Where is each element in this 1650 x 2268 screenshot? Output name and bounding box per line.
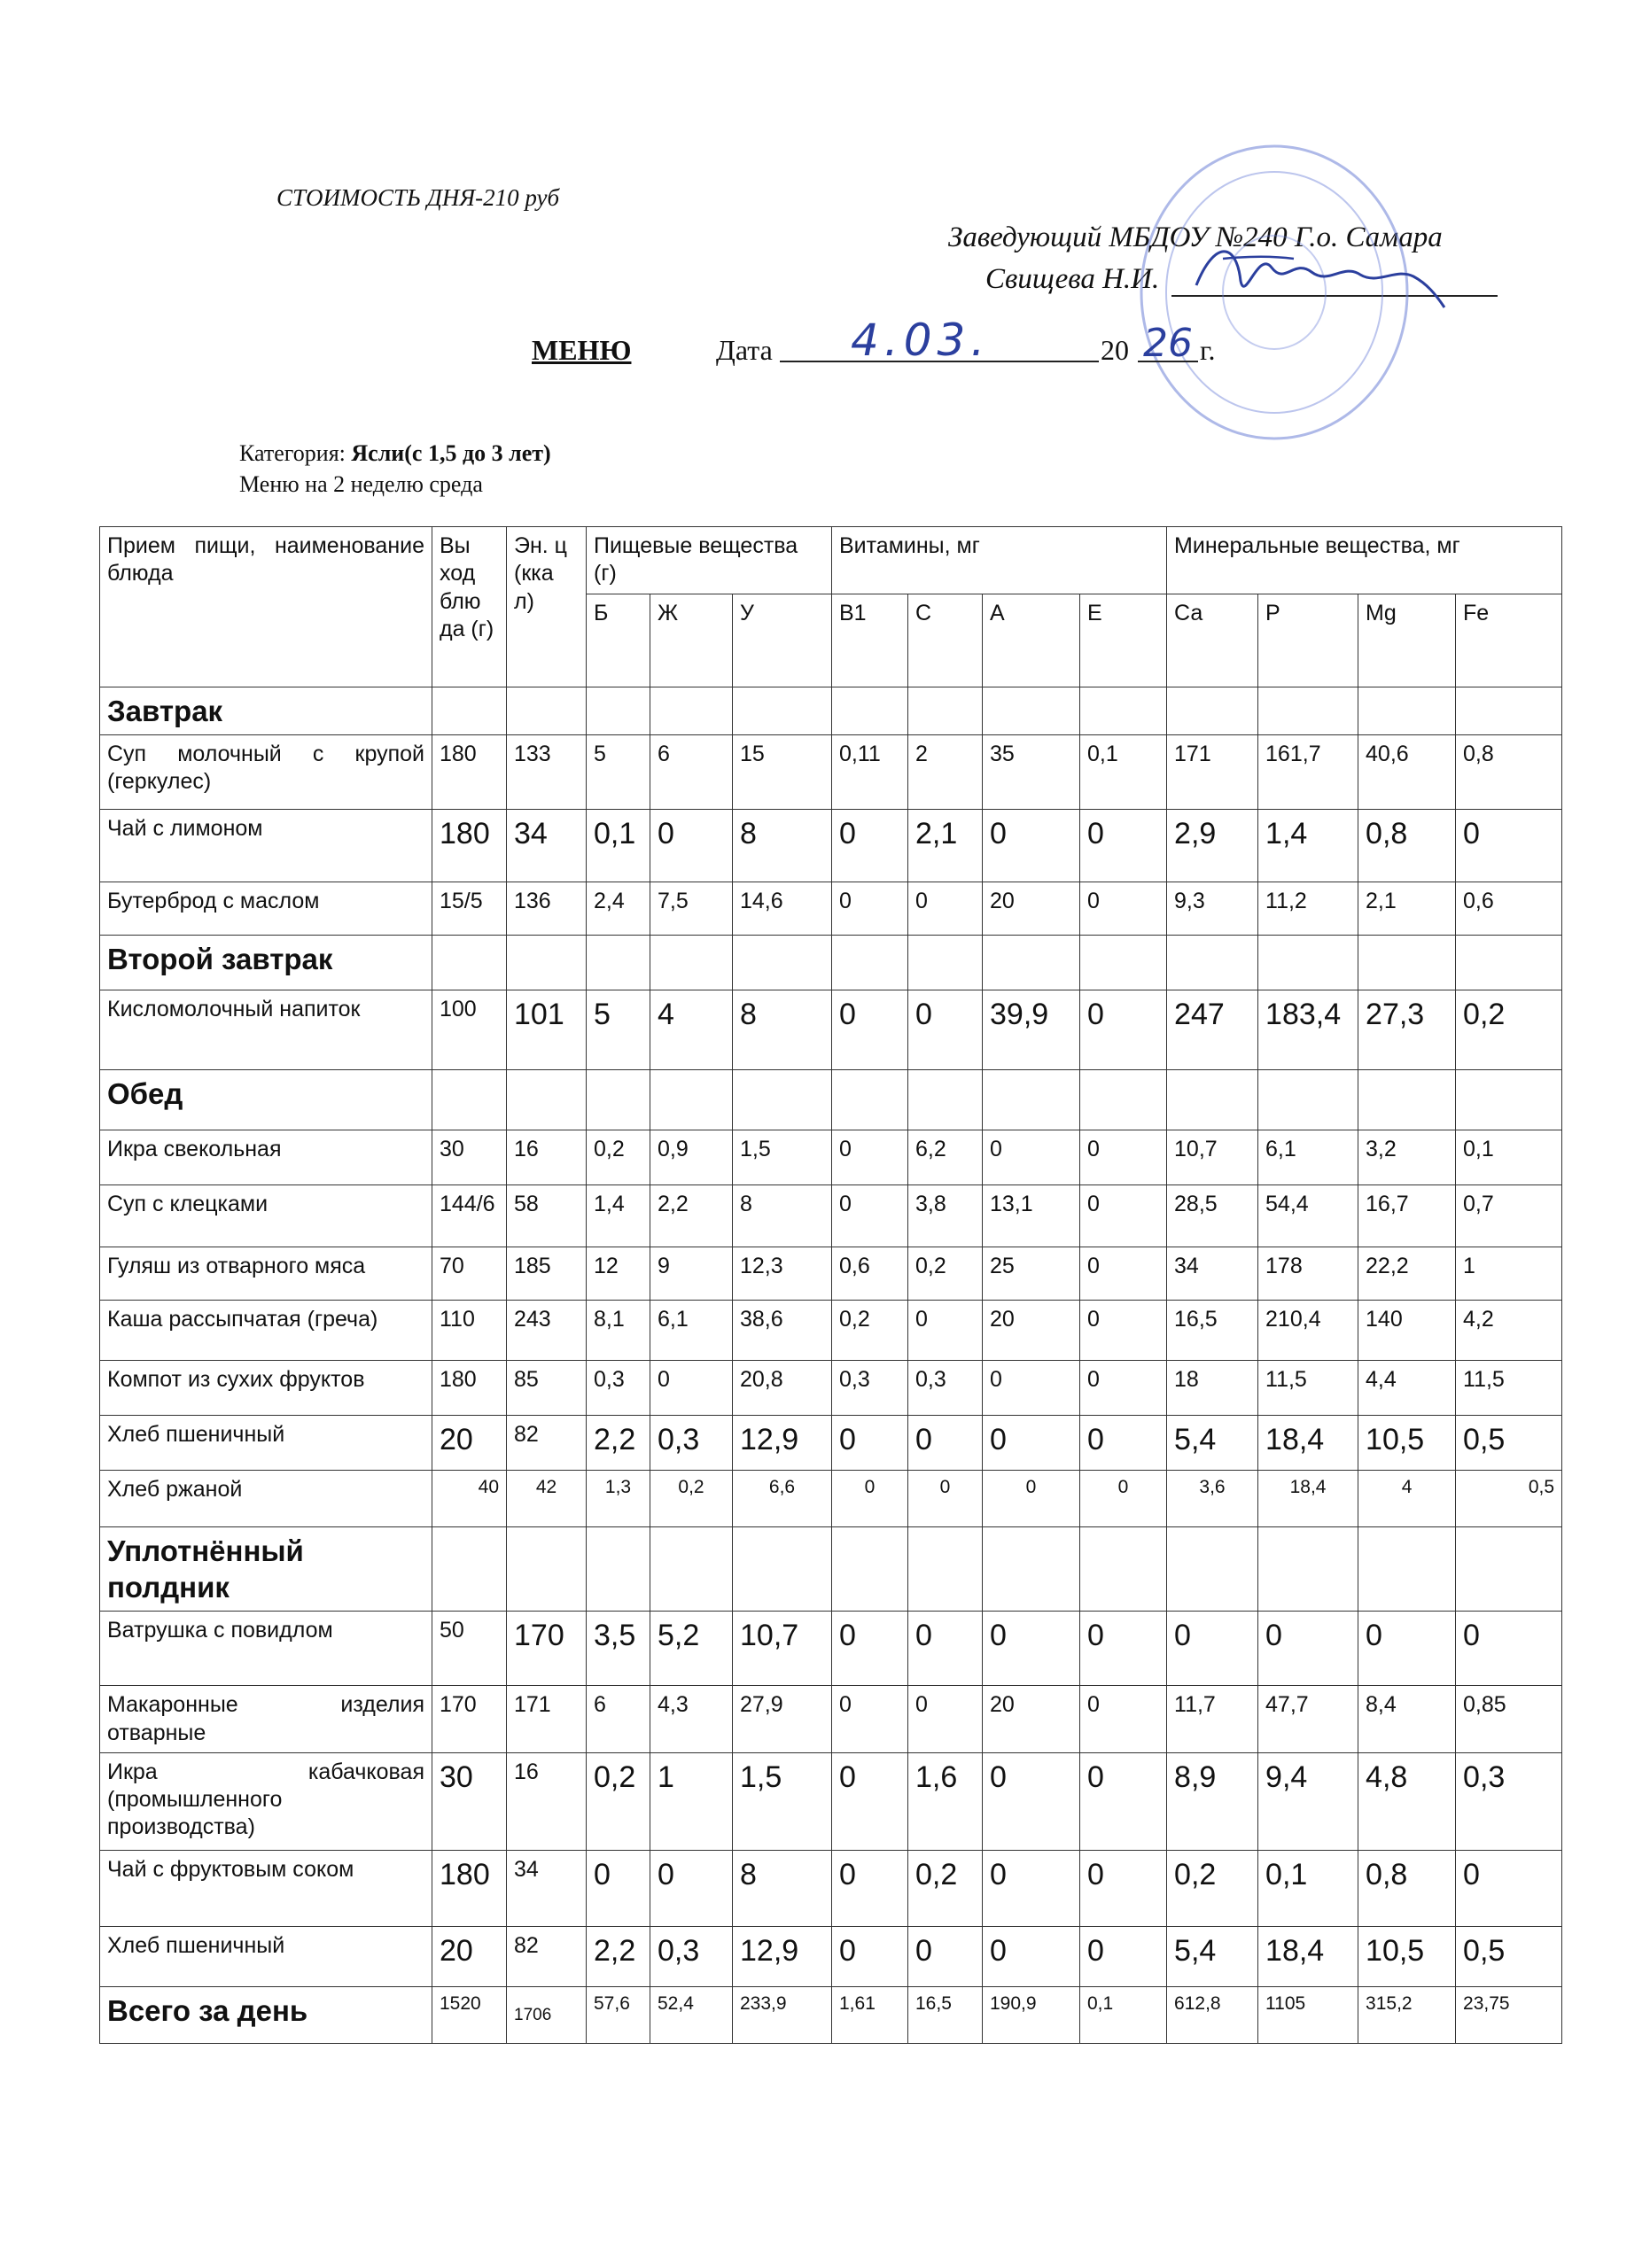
date-label: Дата bbox=[716, 334, 773, 366]
value-cell: 16,7 bbox=[1358, 1184, 1456, 1247]
total-value: 0,1 bbox=[1080, 1986, 1167, 2043]
value-cell: 2,2 bbox=[650, 1184, 733, 1247]
table-row bbox=[100, 1130, 1562, 1184]
header-energy: Эн. ц (кка л) bbox=[507, 527, 587, 687]
value-cell: 7,5 bbox=[650, 882, 733, 935]
yield-cell: 20 bbox=[432, 1415, 507, 1470]
energy-cell: 34 bbox=[507, 809, 587, 882]
dish-name: Суп с клецками bbox=[100, 1184, 432, 1247]
yield-cell: 180 bbox=[432, 1850, 507, 1926]
header-carbs: У bbox=[733, 594, 832, 687]
total-value: 23,75 bbox=[1456, 1986, 1562, 2043]
date-value: 4.03. bbox=[851, 315, 991, 366]
value-cell: 0 bbox=[1080, 1686, 1167, 1753]
value-cell: 0 bbox=[832, 1850, 908, 1926]
value-cell: 9,3 bbox=[1167, 882, 1258, 935]
value-cell: 11,2 bbox=[1258, 882, 1358, 935]
section-row bbox=[100, 1526, 1562, 1612]
table-row bbox=[100, 734, 1562, 809]
dish-name: Макаронные изделия отварные bbox=[100, 1686, 432, 1753]
value-cell: 0,3 bbox=[832, 1360, 908, 1415]
value-cell: 0 bbox=[983, 1752, 1080, 1850]
table-row bbox=[100, 809, 1562, 882]
value-cell: 0,2 bbox=[1456, 990, 1562, 1069]
yield-cell: 50 bbox=[432, 1612, 507, 1686]
value-cell: 6 bbox=[650, 734, 733, 809]
value-cell: 0 bbox=[650, 1850, 733, 1926]
value-cell: 39,9 bbox=[983, 990, 1080, 1069]
value-cell: 0 bbox=[1080, 1850, 1167, 1926]
director-name: Свищева Н.И. bbox=[985, 263, 1160, 295]
value-cell: 0 bbox=[832, 1415, 908, 1470]
dish-name: Чай с фруктовым соком bbox=[100, 1850, 432, 1926]
value-cell: 20 bbox=[983, 1686, 1080, 1753]
value-cell: 0 bbox=[1080, 1752, 1167, 1850]
value-cell: 0 bbox=[832, 990, 908, 1069]
table-row bbox=[100, 882, 1562, 935]
value-cell: 8 bbox=[733, 1184, 832, 1247]
table-row bbox=[100, 1850, 1562, 1926]
dish-name: Компот из сухих фруктов bbox=[100, 1360, 432, 1415]
section-second-breakfast: Второй завтрак bbox=[100, 935, 432, 990]
value-cell: 10,5 bbox=[1358, 1415, 1456, 1470]
total-value: 1105 bbox=[1258, 1986, 1358, 2043]
table-row bbox=[100, 990, 1562, 1069]
dish-name: Икра свекольная bbox=[100, 1130, 432, 1184]
total-value: 57,6 bbox=[587, 1986, 650, 2043]
value-cell: 171 bbox=[1167, 734, 1258, 809]
value-cell: 3,8 bbox=[908, 1184, 983, 1247]
total-value: 315,2 bbox=[1358, 1986, 1456, 2043]
total-energy-cell bbox=[507, 1986, 587, 2043]
section-row bbox=[100, 1069, 1562, 1130]
value-cell: 0 bbox=[983, 1360, 1080, 1415]
value-cell: 11,5 bbox=[1456, 1360, 1562, 1415]
value-cell: 0,1 bbox=[1258, 1850, 1358, 1926]
table-row bbox=[100, 1300, 1562, 1360]
value-cell: 2,9 bbox=[1167, 809, 1258, 882]
section-lunch: Обед bbox=[100, 1069, 432, 1130]
value-cell: 0 bbox=[650, 1360, 733, 1415]
dish-name: Хлеб ржаной bbox=[100, 1470, 432, 1526]
energy-cell: 136 bbox=[507, 882, 587, 935]
table-row bbox=[100, 1360, 1562, 1415]
value-cell: 0 bbox=[908, 990, 983, 1069]
value-cell: 0 bbox=[1080, 1360, 1167, 1415]
value-cell: 5,4 bbox=[1167, 1415, 1258, 1470]
value-cell: 0,2 bbox=[908, 1850, 983, 1926]
value-cell: 18,4 bbox=[1258, 1470, 1358, 1526]
yield-cell: 70 bbox=[432, 1247, 507, 1300]
value-cell: 2,4 bbox=[587, 882, 650, 935]
energy-cell: 82 bbox=[507, 1415, 587, 1470]
value-cell: 0,1 bbox=[1456, 1130, 1562, 1184]
value-cell: 14,6 bbox=[733, 882, 832, 935]
value-cell: 0,8 bbox=[1456, 734, 1562, 809]
value-cell: 1 bbox=[650, 1752, 733, 1850]
value-cell: 10,7 bbox=[1167, 1130, 1258, 1184]
value-cell: 0 bbox=[1080, 990, 1167, 1069]
total-energy: 1706 bbox=[514, 2005, 552, 2024]
value-cell: 1,5 bbox=[733, 1752, 832, 1850]
value-cell: 12,9 bbox=[733, 1415, 832, 1470]
value-cell: 20 bbox=[983, 882, 1080, 935]
value-cell: 6,2 bbox=[908, 1130, 983, 1184]
value-cell: 0,1 bbox=[1080, 734, 1167, 809]
value-cell: 0 bbox=[1456, 1850, 1562, 1926]
header-c: С bbox=[908, 594, 983, 687]
energy-cell: 34 bbox=[507, 1850, 587, 1926]
section-row bbox=[100, 687, 1562, 734]
value-cell: 12,3 bbox=[733, 1247, 832, 1300]
yield-cell: 100 bbox=[432, 990, 507, 1069]
table-row bbox=[100, 1752, 1562, 1850]
dish-name: Ватрушка с повидлом bbox=[100, 1612, 432, 1686]
value-cell: 8 bbox=[733, 990, 832, 1069]
value-cell: 0 bbox=[832, 1686, 908, 1753]
value-cell: 8 bbox=[733, 1850, 832, 1926]
value-cell: 0 bbox=[1456, 809, 1562, 882]
category-value: Ясли(с 1,5 до 3 лет) bbox=[351, 440, 551, 466]
value-cell: 0,2 bbox=[832, 1300, 908, 1360]
energy-cell: 16 bbox=[507, 1130, 587, 1184]
value-cell: 4,8 bbox=[1358, 1752, 1456, 1850]
value-cell: 0 bbox=[1080, 1470, 1167, 1526]
value-cell: 0 bbox=[832, 809, 908, 882]
value-cell: 27,3 bbox=[1358, 990, 1456, 1069]
value-cell: 1,6 bbox=[908, 1752, 983, 1850]
table-row bbox=[100, 1686, 1562, 1753]
value-cell: 12,9 bbox=[733, 1926, 832, 1986]
value-cell: 5 bbox=[587, 990, 650, 1069]
table-row bbox=[100, 1247, 1562, 1300]
value-cell: 0 bbox=[1080, 1926, 1167, 1986]
signature bbox=[1187, 232, 1453, 312]
value-cell: 0 bbox=[650, 809, 733, 882]
value-cell: 0,6 bbox=[832, 1247, 908, 1300]
total-label: Всего за день bbox=[100, 1986, 432, 2043]
year-suffix: г. bbox=[1200, 334, 1216, 366]
value-cell: 2,2 bbox=[587, 1415, 650, 1470]
dish-name: Каша рассыпчатая (греча) bbox=[100, 1300, 432, 1360]
value-cell: 6,6 bbox=[733, 1470, 832, 1526]
value-cell: 0 bbox=[908, 882, 983, 935]
value-cell: 18,4 bbox=[1258, 1415, 1358, 1470]
value-cell: 1,4 bbox=[587, 1184, 650, 1247]
value-cell: 0,3 bbox=[1456, 1752, 1562, 1850]
value-cell: 4,3 bbox=[650, 1686, 733, 1753]
dish-name: Суп молочный с крупой (геркулес) bbox=[100, 734, 432, 809]
value-cell: 1,4 bbox=[1258, 809, 1358, 882]
value-cell: 16,5 bbox=[1167, 1300, 1258, 1360]
energy-cell: 82 bbox=[507, 1926, 587, 1986]
value-cell: 18 bbox=[1167, 1360, 1258, 1415]
header-mg: Mg bbox=[1358, 594, 1456, 687]
energy-cell: 16 bbox=[507, 1752, 587, 1850]
value-cell: 2 bbox=[908, 734, 983, 809]
value-cell: 4 bbox=[650, 990, 733, 1069]
yield-cell: 40 bbox=[432, 1470, 507, 1526]
header-fe: Fe bbox=[1456, 594, 1562, 687]
yield-cell: 180 bbox=[432, 809, 507, 882]
value-cell: 0,3 bbox=[587, 1360, 650, 1415]
value-cell: 0 bbox=[908, 1926, 983, 1986]
menu-table bbox=[99, 526, 1562, 2044]
dish-name: Гуляш из отварного мяса bbox=[100, 1247, 432, 1300]
header-protein: Б bbox=[587, 594, 650, 687]
value-cell: 0 bbox=[983, 1612, 1080, 1686]
dish-name: Бутерброд с маслом bbox=[100, 882, 432, 935]
dish-name: Хлеб пшеничный bbox=[100, 1415, 432, 1470]
value-cell: 0 bbox=[908, 1686, 983, 1753]
value-cell: 40,6 bbox=[1358, 734, 1456, 809]
value-cell: 4 bbox=[1358, 1470, 1456, 1526]
value-cell: 4,2 bbox=[1456, 1300, 1562, 1360]
value-cell: 0 bbox=[1080, 809, 1167, 882]
section-breakfast: Завтрак bbox=[100, 687, 432, 734]
value-cell: 0 bbox=[832, 1612, 908, 1686]
day-cost: СТОИМОСТЬ ДНЯ-210 руб bbox=[276, 184, 560, 211]
yield-cell: 180 bbox=[432, 1360, 507, 1415]
value-cell: 2,1 bbox=[1358, 882, 1456, 935]
energy-cell: 85 bbox=[507, 1360, 587, 1415]
header-vitamins: Витамины, мг bbox=[832, 527, 1167, 594]
total-row bbox=[100, 1986, 1562, 2043]
value-cell: 0 bbox=[908, 1415, 983, 1470]
value-cell: 0 bbox=[1167, 1612, 1258, 1686]
value-cell: 35 bbox=[983, 734, 1080, 809]
value-cell: 140 bbox=[1358, 1300, 1456, 1360]
value-cell: 0,8 bbox=[1358, 809, 1456, 882]
value-cell: 0,9 bbox=[650, 1130, 733, 1184]
value-cell: 0,3 bbox=[908, 1360, 983, 1415]
value-cell: 0 bbox=[983, 1130, 1080, 1184]
value-cell: 0 bbox=[983, 809, 1080, 882]
value-cell: 0,5 bbox=[1456, 1926, 1562, 1986]
value-cell: 10,7 bbox=[733, 1612, 832, 1686]
total-value: 612,8 bbox=[1167, 1986, 1258, 2043]
value-cell: 0 bbox=[1080, 1300, 1167, 1360]
value-cell: 9 bbox=[650, 1247, 733, 1300]
energy-cell: 185 bbox=[507, 1247, 587, 1300]
value-cell: 0,5 bbox=[1456, 1470, 1562, 1526]
energy-cell: 171 bbox=[507, 1686, 587, 1753]
yield-cell: 15/5 bbox=[432, 882, 507, 935]
table-row bbox=[100, 1612, 1562, 1686]
value-cell: 161,7 bbox=[1258, 734, 1358, 809]
value-cell: 0,2 bbox=[650, 1470, 733, 1526]
menu-title: МЕНЮ bbox=[532, 334, 632, 366]
total-value: 233,9 bbox=[733, 1986, 832, 2043]
value-cell: 25 bbox=[983, 1247, 1080, 1300]
dish-name: Чай с лимоном bbox=[100, 809, 432, 882]
value-cell: 54,4 bbox=[1258, 1184, 1358, 1247]
header-p: Р bbox=[1258, 594, 1358, 687]
value-cell: 0 bbox=[983, 1415, 1080, 1470]
value-cell: 0 bbox=[1258, 1612, 1358, 1686]
value-cell: 22,2 bbox=[1358, 1247, 1456, 1300]
value-cell: 8,9 bbox=[1167, 1752, 1258, 1850]
value-cell: 0 bbox=[983, 1850, 1080, 1926]
total-value: 190,9 bbox=[983, 1986, 1080, 2043]
section-row bbox=[100, 935, 1562, 990]
value-cell: 47,7 bbox=[1258, 1686, 1358, 1753]
table-row bbox=[100, 1470, 1562, 1526]
value-cell: 20 bbox=[983, 1300, 1080, 1360]
energy-cell: 101 bbox=[507, 990, 587, 1069]
value-cell: 1,3 bbox=[587, 1470, 650, 1526]
value-cell: 210,4 bbox=[1258, 1300, 1358, 1360]
value-cell: 0,7 bbox=[1456, 1184, 1562, 1247]
value-cell: 0,8 bbox=[1358, 1850, 1456, 1926]
total-yield: 1520 bbox=[432, 1986, 507, 2043]
value-cell: 12 bbox=[587, 1247, 650, 1300]
value-cell: 0 bbox=[832, 1130, 908, 1184]
yield-cell: 30 bbox=[432, 1752, 507, 1850]
value-cell: 0,85 bbox=[1456, 1686, 1562, 1753]
total-value: 16,5 bbox=[908, 1986, 983, 2043]
value-cell: 0 bbox=[1080, 882, 1167, 935]
dish-name: Кисломолочный напиток bbox=[100, 990, 432, 1069]
value-cell: 34 bbox=[1167, 1247, 1258, 1300]
value-cell: 1 bbox=[1456, 1247, 1562, 1300]
value-cell: 0,5 bbox=[1456, 1415, 1562, 1470]
value-cell: 0 bbox=[832, 882, 908, 935]
value-cell: 0,3 bbox=[650, 1415, 733, 1470]
yield-cell: 20 bbox=[432, 1926, 507, 1986]
value-cell: 0 bbox=[587, 1850, 650, 1926]
value-cell: 6,1 bbox=[1258, 1130, 1358, 1184]
value-cell: 28,5 bbox=[1167, 1184, 1258, 1247]
energy-cell: 170 bbox=[507, 1612, 587, 1686]
value-cell: 2,1 bbox=[908, 809, 983, 882]
value-cell: 0 bbox=[1080, 1184, 1167, 1247]
value-cell: 0,2 bbox=[587, 1752, 650, 1850]
category-label: Категория: bbox=[239, 440, 352, 466]
value-cell: 10,5 bbox=[1358, 1926, 1456, 1986]
value-cell: 5,2 bbox=[650, 1612, 733, 1686]
value-cell: 0 bbox=[908, 1612, 983, 1686]
value-cell: 0,2 bbox=[1167, 1850, 1258, 1926]
total-value: 52,4 bbox=[650, 1986, 733, 2043]
director-title: Заведующий МБДОУ №240 Г.о. Самара bbox=[948, 221, 1443, 253]
value-cell: 9,4 bbox=[1258, 1752, 1358, 1850]
table-row bbox=[100, 1926, 1562, 1986]
value-cell: 0,6 bbox=[1456, 882, 1562, 935]
section-snack: Уплотнённый полдник bbox=[100, 1526, 432, 1612]
total-value: 1,61 bbox=[832, 1986, 908, 2043]
value-cell: 0 bbox=[908, 1470, 983, 1526]
table-row bbox=[100, 1184, 1562, 1247]
value-cell: 0 bbox=[832, 1752, 908, 1850]
value-cell: 247 bbox=[1167, 990, 1258, 1069]
value-cell: 0 bbox=[1080, 1130, 1167, 1184]
energy-cell: 133 bbox=[507, 734, 587, 809]
value-cell: 13,1 bbox=[983, 1184, 1080, 1247]
header-yield: Вы ход блю да (г) bbox=[432, 527, 507, 687]
header-minerals: Минеральные вещества, мг bbox=[1167, 527, 1562, 594]
value-cell: 3,5 bbox=[587, 1612, 650, 1686]
value-cell: 8 bbox=[733, 809, 832, 882]
value-cell: 3,6 bbox=[1167, 1470, 1258, 1526]
dish-name: Хлеб пшеничный bbox=[100, 1926, 432, 1986]
value-cell: 183,4 bbox=[1258, 990, 1358, 1069]
value-cell: 0 bbox=[983, 1470, 1080, 1526]
table-row bbox=[100, 1415, 1562, 1470]
header-nutrients: Пищевые вещества (г) bbox=[587, 527, 832, 594]
value-cell: 5 bbox=[587, 734, 650, 809]
header-a: А bbox=[983, 594, 1080, 687]
value-cell: 11,7 bbox=[1167, 1686, 1258, 1753]
value-cell: 1,5 bbox=[733, 1130, 832, 1184]
value-cell: 18,4 bbox=[1258, 1926, 1358, 1986]
header-dish: Прием пищи, наименование блюда bbox=[100, 527, 432, 687]
value-cell: 3,2 bbox=[1358, 1130, 1456, 1184]
value-cell: 178 bbox=[1258, 1247, 1358, 1300]
value-cell: 0 bbox=[908, 1300, 983, 1360]
value-cell: 11,5 bbox=[1258, 1360, 1358, 1415]
yield-cell: 144/6 bbox=[432, 1184, 507, 1247]
value-cell: 15 bbox=[733, 734, 832, 809]
value-cell: 5,4 bbox=[1167, 1926, 1258, 1986]
value-cell: 0 bbox=[983, 1926, 1080, 1986]
week-line: Меню на 2 неделю среда bbox=[239, 471, 483, 497]
value-cell: 0 bbox=[1080, 1247, 1167, 1300]
value-cell: 8,4 bbox=[1358, 1686, 1456, 1753]
yield-cell: 180 bbox=[432, 734, 507, 809]
header-e: Е bbox=[1080, 594, 1167, 687]
value-cell: 0,2 bbox=[908, 1247, 983, 1300]
header-b1: В1 bbox=[832, 594, 908, 687]
year-value: 26 bbox=[1143, 321, 1193, 366]
value-cell: 0,3 bbox=[650, 1926, 733, 1986]
value-cell: 38,6 bbox=[733, 1300, 832, 1360]
value-cell: 0 bbox=[832, 1926, 908, 1986]
energy-cell: 58 bbox=[507, 1184, 587, 1247]
header-ca: Са bbox=[1167, 594, 1258, 687]
value-cell: 0 bbox=[832, 1184, 908, 1247]
value-cell: 6 bbox=[587, 1686, 650, 1753]
value-cell: 4,4 bbox=[1358, 1360, 1456, 1415]
value-cell: 0,1 bbox=[587, 809, 650, 882]
value-cell: 6,1 bbox=[650, 1300, 733, 1360]
yield-cell: 110 bbox=[432, 1300, 507, 1360]
value-cell: 0 bbox=[1456, 1612, 1562, 1686]
value-cell: 27,9 bbox=[733, 1686, 832, 1753]
value-cell: 0 bbox=[1080, 1415, 1167, 1470]
header-fat: Ж bbox=[650, 594, 733, 687]
category-line bbox=[239, 440, 551, 467]
energy-cell: 42 bbox=[507, 1470, 587, 1526]
value-cell: 0,11 bbox=[832, 734, 908, 809]
yield-cell: 170 bbox=[432, 1686, 507, 1753]
year-prefix: 20 bbox=[1101, 334, 1129, 366]
yield-cell: 30 bbox=[432, 1130, 507, 1184]
value-cell: 0 bbox=[1358, 1612, 1456, 1686]
value-cell: 0 bbox=[832, 1470, 908, 1526]
value-cell: 0 bbox=[1080, 1612, 1167, 1686]
value-cell: 20,8 bbox=[733, 1360, 832, 1415]
value-cell: 0,2 bbox=[587, 1130, 650, 1184]
dish-name: Икра кабачковая (промышленного производства) bbox=[100, 1752, 432, 1850]
value-cell: 2,2 bbox=[587, 1926, 650, 1986]
energy-cell: 243 bbox=[507, 1300, 587, 1360]
value-cell: 8,1 bbox=[587, 1300, 650, 1360]
